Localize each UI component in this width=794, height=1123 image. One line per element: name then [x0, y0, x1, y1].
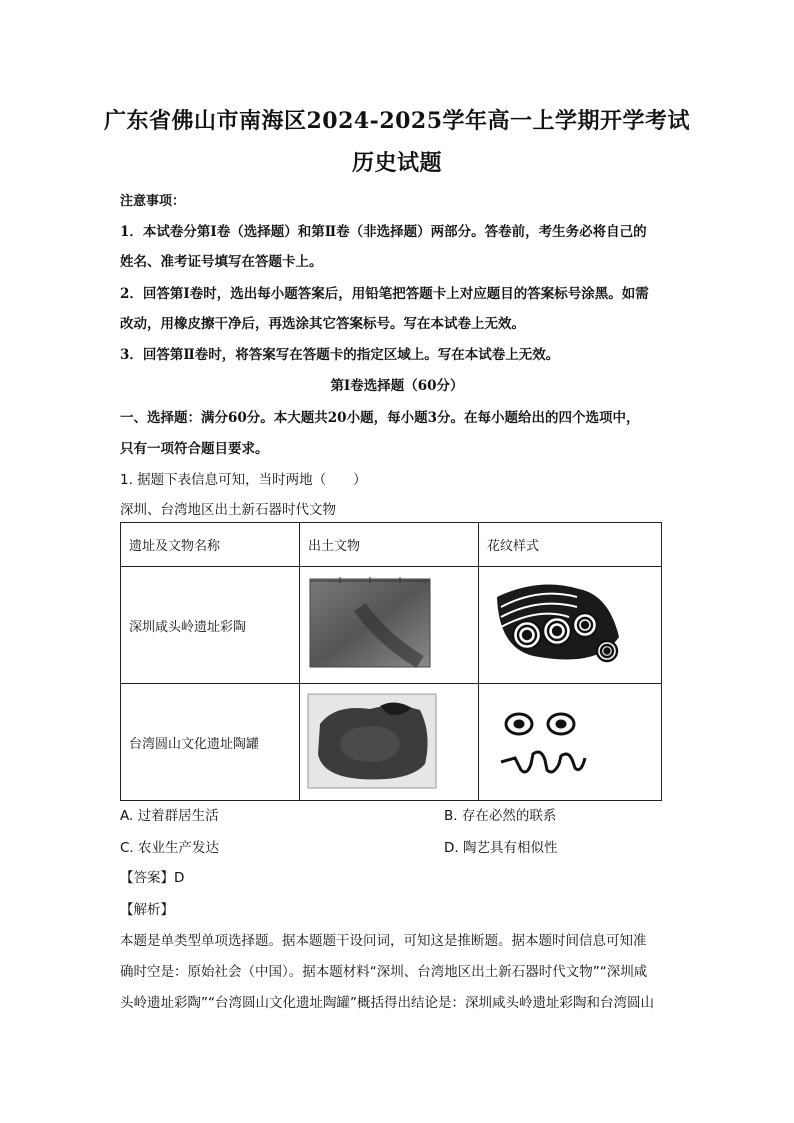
- option-letter: C.: [120, 840, 134, 856]
- note-2-line-b: 改动，用橡皮擦干净后，再选涂其它答案标号。写在本试卷上无效。: [120, 316, 525, 332]
- section-title: 第Ⅰ卷选择题（60分）: [330, 378, 464, 394]
- site-name-cell: 深圳咸头岭遗址彩陶: [121, 567, 300, 684]
- notes-heading: 注意事项：: [120, 194, 186, 209]
- option-text: 陶艺具有相似性: [462, 840, 558, 856]
- answer: 【答案】D: [120, 870, 185, 886]
- option-letter: A.: [120, 808, 134, 824]
- analysis-line: 本题是单类型单项选择题。据本题题干设问词，可知这是推断题。据本题时间信息可知准: [120, 933, 647, 949]
- option-c[interactable]: [120, 836, 219, 856]
- table-row: [121, 684, 662, 801]
- title-line-1: 广东省佛山市南海区2024-2025学年高一上学期开学考试: [103, 108, 691, 134]
- option-text: 存在必然的联系: [461, 808, 557, 824]
- table-row: [121, 567, 662, 684]
- option-a[interactable]: [120, 804, 219, 824]
- header-cell: 遗址及文物名称: [121, 523, 300, 567]
- note-1-line-a: 1．本试卷分第Ⅰ卷（选择题）和第Ⅱ卷（非选择题）两部分。答卷前，考生务必将自己的: [120, 224, 647, 240]
- analysis-line: 头岭遗址彩陶”“台湾圆山文化遗址陶罐”概括得出结论是：深圳咸头岭遗址彩陶和台湾圆山: [120, 995, 654, 1011]
- concentric-circles-pattern: [479, 567, 659, 679]
- jar-photo: [300, 684, 462, 796]
- photo-cell: [300, 684, 479, 801]
- option-text: 农业生产发达: [138, 840, 220, 856]
- option-d[interactable]: [444, 836, 557, 856]
- title-line-2: 历史试题: [351, 150, 442, 176]
- option-b[interactable]: [444, 804, 556, 824]
- part1-line-b: 只有一项符合题目要求。: [120, 441, 269, 457]
- table-caption: 深圳、台湾地区出土新石器时代文物: [120, 502, 336, 518]
- site-name-cell: 台湾圆山文化遗址陶罐: [121, 684, 300, 801]
- part1-line-a: 一、选择题：满分60分。本大题共20小题，每小题3分。在每小题给出的四个选项中，: [120, 410, 640, 426]
- note-3: 3．回答第Ⅱ卷时，将答案写在答题卡的指定区域上。写在本试卷上无效。: [120, 347, 560, 363]
- analysis-line: 确时空是：原始社会（中国）。据本题材料“深圳、台湾地区出土新石器时代文物”“深圳咸: [120, 964, 648, 980]
- note-2-line-a: 2．回答第Ⅰ卷时，选出每小题答案后，用铅笔把答题卡上对应题目的答案标号涂黑。如需: [120, 286, 649, 302]
- circles-wave-pattern: [479, 684, 659, 796]
- option-letter: B.: [444, 808, 458, 824]
- question-stem: 1. 据题下表信息可知，当时两地（ ）: [120, 472, 367, 488]
- photo-cell: [300, 567, 479, 684]
- table-header-row: [121, 523, 662, 567]
- option-letter: D.: [444, 840, 459, 856]
- pottery-photo: [300, 567, 462, 679]
- header-cell: 出土文物: [300, 523, 479, 567]
- header-cell: 花纹样式: [479, 523, 662, 567]
- option-text: 过着群居生活: [137, 808, 219, 824]
- pattern-cell: [479, 684, 662, 801]
- note-1-line-b: 姓名、准考证号填写在答题卡上。: [120, 254, 323, 270]
- analysis-heading: 【解析】: [120, 902, 174, 918]
- artifact-table: [120, 522, 662, 801]
- pattern-cell: [479, 567, 662, 684]
